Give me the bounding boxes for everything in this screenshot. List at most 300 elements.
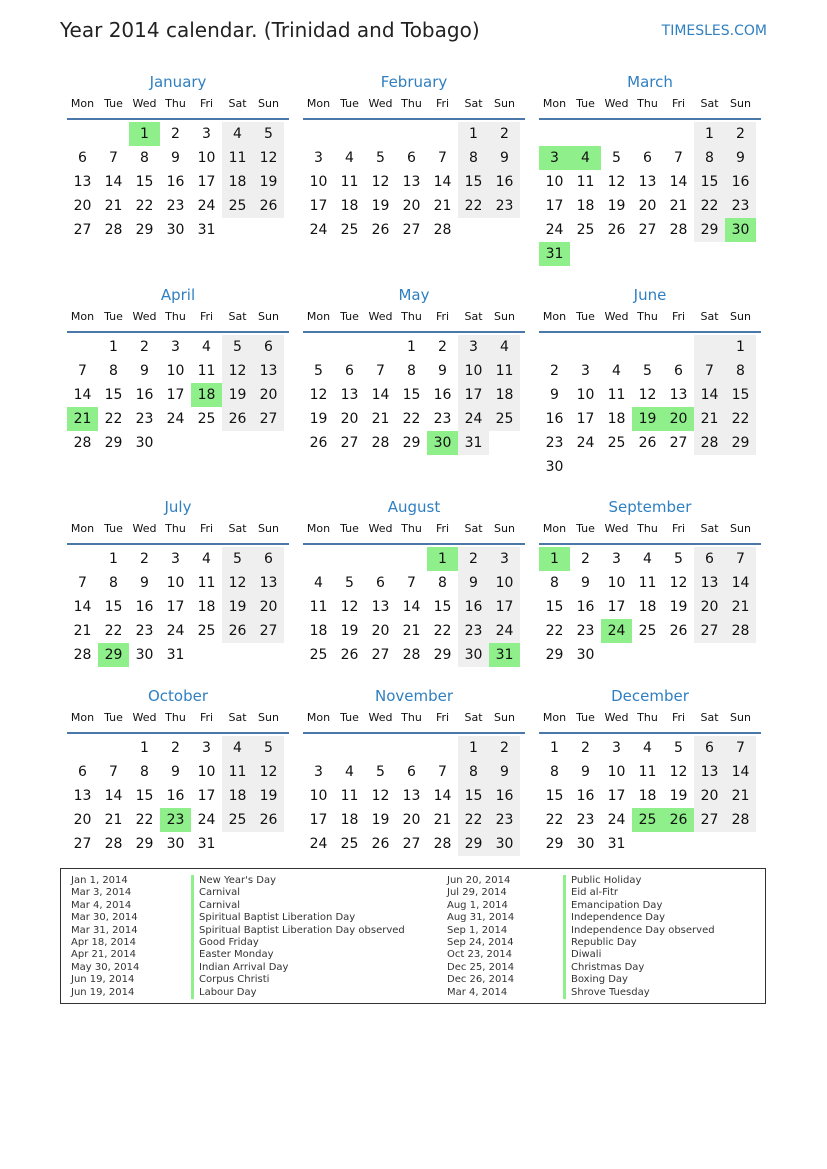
- day-cell: 5: [674, 740, 683, 756]
- empty-day-cell: [427, 736, 458, 760]
- empty-day-cell: [396, 547, 427, 571]
- weekday-header: [67, 708, 289, 734]
- weekday-label: Sat: [464, 310, 483, 323]
- weekday-label: Sun: [730, 522, 751, 535]
- weekday-label: Fri: [199, 310, 214, 323]
- day-cell: 28: [725, 619, 756, 643]
- day-cell: 8: [140, 150, 149, 166]
- empty-day-cell: [334, 547, 365, 571]
- empty-day-cell: [98, 122, 129, 146]
- empty-day-cell: [632, 335, 663, 359]
- day-cell: 13: [402, 174, 421, 190]
- site-link[interactable]: TIMESLES.COM: [661, 23, 767, 39]
- day-cell: 25: [489, 407, 520, 431]
- weekday-label: Tue: [340, 711, 359, 724]
- holiday-dates-left: [71, 875, 139, 999]
- weekday-label: Thu: [637, 310, 658, 323]
- weekday-label: Wed: [368, 522, 393, 535]
- week-row: [303, 619, 525, 643]
- day-cell: 16: [489, 784, 520, 808]
- day-cell: 30: [576, 836, 595, 852]
- empty-day-cell: [98, 736, 129, 760]
- weekday-label: Fri: [435, 711, 450, 724]
- empty-day-cell: [396, 736, 427, 760]
- day-cell: 23: [489, 808, 520, 832]
- weekday-label: Sun: [730, 97, 751, 110]
- day-cell: 5: [222, 547, 253, 571]
- day-cell: 10: [458, 359, 489, 383]
- day-cell: 25: [340, 836, 359, 852]
- day-cell: 4: [202, 551, 211, 567]
- day-cell: 14: [73, 599, 92, 615]
- day-cell: 1: [539, 547, 570, 571]
- day-cell: 28: [73, 435, 92, 451]
- day-cell: 10: [489, 571, 520, 595]
- week-row: [303, 383, 525, 407]
- weekday-label: Sun: [494, 97, 515, 110]
- weekday-label: Mon: [70, 97, 95, 110]
- day-cell: 11: [638, 764, 657, 780]
- holiday-name: Christmas Day: [563, 962, 715, 974]
- weekday-label: Mon: [542, 711, 567, 724]
- empty-day-cell: [725, 643, 756, 667]
- day-cell: 14: [433, 788, 452, 804]
- day-cell: 8: [109, 363, 118, 379]
- day-cell: 13: [73, 174, 92, 190]
- day-cell: 5: [253, 122, 284, 146]
- week-row: [303, 571, 525, 595]
- empty-day-cell: [191, 643, 222, 667]
- week-row: [539, 571, 761, 595]
- month-october: [67, 684, 289, 856]
- weekday-label: Thu: [637, 522, 658, 535]
- day-cell: 4: [612, 363, 621, 379]
- empty-day-cell: [365, 335, 396, 359]
- empty-day-cell: [396, 122, 427, 146]
- day-cell: 9: [438, 363, 447, 379]
- day-cell: 23: [433, 411, 452, 427]
- week-row: [539, 808, 761, 832]
- day-cell: 9: [171, 764, 180, 780]
- holiday-date: Mar 3, 2014: [71, 887, 132, 899]
- weekday-label: Fri: [671, 97, 686, 110]
- empty-day-cell: [67, 122, 98, 146]
- day-cell: 21: [725, 784, 756, 808]
- month-august: [303, 495, 525, 667]
- day-cell: 29: [725, 431, 756, 455]
- day-cell: 13: [253, 571, 284, 595]
- day-cell: 26: [371, 836, 390, 852]
- weekday-label: Tue: [576, 522, 595, 535]
- day-cell: 11: [607, 387, 626, 403]
- day-cell: 9: [581, 575, 590, 591]
- day-cell: 24: [309, 836, 328, 852]
- week-row: [539, 383, 761, 407]
- day-cell: 7: [109, 764, 118, 780]
- holiday-name: Good Friday: [191, 937, 405, 949]
- day-cell: 20: [694, 595, 725, 619]
- empty-day-cell: [663, 832, 694, 856]
- empty-day-cell: [694, 335, 725, 359]
- day-cell: 12: [607, 174, 626, 190]
- day-cell: 17: [607, 599, 626, 615]
- empty-day-cell: [632, 643, 663, 667]
- day-cell: 4: [489, 335, 520, 359]
- day-cell: 12: [253, 760, 284, 784]
- weekday-label: Fri: [435, 522, 450, 535]
- day-cell: 16: [135, 387, 154, 403]
- empty-day-cell: [253, 643, 284, 667]
- weekday-label: Thu: [401, 310, 422, 323]
- week-row: [303, 760, 525, 784]
- day-cell: 22: [433, 623, 452, 639]
- day-cell: 26: [253, 808, 284, 832]
- day-cell: 6: [407, 150, 416, 166]
- day-cell: 26: [669, 623, 688, 639]
- day-cell: 22: [545, 812, 564, 828]
- week-row: [303, 736, 525, 760]
- weekday-label: Sat: [228, 522, 247, 535]
- day-cell: 3: [202, 126, 211, 142]
- weekday-label: Wed: [604, 310, 629, 323]
- weekday-label: Mon: [542, 310, 567, 323]
- weekday-label: Fri: [671, 310, 686, 323]
- day-cell: 7: [407, 575, 416, 591]
- day-cell: 2: [171, 740, 180, 756]
- weekday-label: Thu: [401, 97, 422, 110]
- day-cell: 3: [489, 547, 520, 571]
- day-cell: 13: [73, 788, 92, 804]
- empty-day-cell: [539, 335, 570, 359]
- day-cell: 9: [140, 575, 149, 591]
- weekday-label: Fri: [671, 711, 686, 724]
- day-cell: 27: [694, 808, 725, 832]
- day-cell: 1: [458, 122, 489, 146]
- day-cell: 10: [166, 575, 185, 591]
- day-cell: 18: [489, 383, 520, 407]
- day-cell: 14: [669, 174, 688, 190]
- week-row: [303, 194, 525, 218]
- day-cell: 5: [314, 363, 323, 379]
- day-cell: 15: [104, 599, 123, 615]
- weekday-label: Mon: [542, 522, 567, 535]
- week-row: [539, 455, 761, 479]
- week-row: [303, 218, 525, 242]
- day-cell: 15: [694, 170, 725, 194]
- day-cell: 12: [340, 599, 359, 615]
- empty-day-cell: [694, 832, 725, 856]
- day-cell: 10: [309, 788, 328, 804]
- day-cell: 8: [550, 575, 559, 591]
- day-cell: 19: [632, 407, 663, 431]
- day-cell: 23: [135, 623, 154, 639]
- day-cell: 10: [545, 174, 564, 190]
- empty-day-cell: [601, 335, 632, 359]
- day-cell: 1: [109, 551, 118, 567]
- day-cell: 22: [402, 411, 421, 427]
- month-november: [303, 684, 525, 856]
- empty-day-cell: [67, 736, 98, 760]
- day-cell: 9: [489, 146, 520, 170]
- day-cell: 29: [135, 222, 154, 238]
- day-cell: 27: [638, 222, 657, 238]
- weekday-label: Sun: [730, 711, 751, 724]
- day-cell: 25: [632, 808, 663, 832]
- day-cell: 5: [643, 363, 652, 379]
- day-cell: 9: [171, 150, 180, 166]
- day-cell: 3: [314, 764, 323, 780]
- weekday-label: Tue: [104, 97, 123, 110]
- weekday-label: Fri: [671, 522, 686, 535]
- empty-day-cell: [303, 122, 334, 146]
- day-cell: 16: [576, 788, 595, 804]
- day-cell: 25: [197, 623, 216, 639]
- day-cell: 20: [253, 595, 284, 619]
- month-title: September: [608, 498, 692, 516]
- weekday-label: Sun: [730, 310, 751, 323]
- week-row: [67, 122, 289, 146]
- weekday-label: Fri: [199, 711, 214, 724]
- day-cell: 21: [104, 812, 123, 828]
- day-cell: 6: [253, 547, 284, 571]
- week-row: [67, 595, 289, 619]
- day-cell: 8: [458, 146, 489, 170]
- week-row: [539, 335, 761, 359]
- day-cell: 22: [135, 198, 154, 214]
- day-cell: 17: [458, 383, 489, 407]
- month-march: [539, 70, 761, 266]
- day-cell: 13: [253, 359, 284, 383]
- day-cell: 7: [109, 150, 118, 166]
- day-cell: 4: [570, 146, 601, 170]
- weekday-label: Sat: [700, 310, 719, 323]
- day-cell: 27: [402, 222, 421, 238]
- day-cell: 31: [489, 643, 520, 667]
- weekday-label: Mon: [306, 310, 331, 323]
- day-cell: 22: [135, 812, 154, 828]
- day-cell: 14: [694, 383, 725, 407]
- day-cell: 17: [607, 788, 626, 804]
- week-row: [539, 431, 761, 455]
- day-cell: 6: [407, 764, 416, 780]
- week-row: [67, 218, 289, 242]
- day-cell: 28: [402, 647, 421, 663]
- holiday-date: Mar 4, 2014: [71, 899, 132, 911]
- weekday-label: Sat: [228, 97, 247, 110]
- day-cell: 21: [402, 623, 421, 639]
- empty-day-cell: [725, 832, 756, 856]
- day-cell: 20: [73, 812, 92, 828]
- day-cell: 11: [309, 599, 328, 615]
- empty-day-cell: [570, 122, 601, 146]
- week-row: [539, 760, 761, 784]
- day-cell: 24: [576, 435, 595, 451]
- holiday-date: Aug 1, 2014: [447, 899, 508, 911]
- day-cell: 20: [663, 407, 694, 431]
- day-cell: 15: [458, 170, 489, 194]
- empty-day-cell: [663, 643, 694, 667]
- day-cell: 27: [253, 407, 284, 431]
- month-april: [67, 283, 289, 455]
- day-cell: 24: [166, 411, 185, 427]
- weekday-label: Mon: [542, 97, 567, 110]
- day-cell: 12: [638, 387, 657, 403]
- month-july: [67, 495, 289, 667]
- day-cell: 30: [576, 647, 595, 663]
- weekday-label: Sat: [464, 97, 483, 110]
- week-row: [539, 194, 761, 218]
- day-cell: 20: [638, 198, 657, 214]
- weekday-label: Sat: [228, 310, 247, 323]
- weekday-label: Thu: [165, 310, 186, 323]
- day-cell: 30: [489, 832, 520, 856]
- day-cell: 14: [402, 599, 421, 615]
- empty-day-cell: [222, 643, 253, 667]
- day-cell: 1: [694, 122, 725, 146]
- day-cell: 1: [458, 736, 489, 760]
- day-cell: 29: [135, 836, 154, 852]
- day-cell: 16: [489, 170, 520, 194]
- week-row: [539, 359, 761, 383]
- weekday-header: [303, 307, 525, 333]
- day-cell: 24: [545, 222, 564, 238]
- holiday-date: Aug 31, 2014: [447, 912, 515, 924]
- weekday-label: Mon: [70, 711, 95, 724]
- day-cell: 1: [140, 740, 149, 756]
- day-cell: 9: [489, 760, 520, 784]
- day-cell: 4: [345, 150, 354, 166]
- day-cell: 23: [545, 435, 564, 451]
- holiday-name: Corpus Christi: [191, 974, 405, 986]
- day-cell: 6: [694, 736, 725, 760]
- day-cell: 2: [438, 339, 447, 355]
- day-cell: 4: [643, 740, 652, 756]
- weekday-label: Tue: [576, 310, 595, 323]
- empty-day-cell: [458, 218, 489, 242]
- holiday-date: Jun 19, 2014: [71, 974, 135, 986]
- weekday-label: Sat: [464, 711, 483, 724]
- day-cell: 22: [545, 623, 564, 639]
- day-cell: 25: [607, 435, 626, 451]
- day-cell: 24: [458, 407, 489, 431]
- empty-day-cell: [222, 431, 253, 455]
- day-cell: 5: [612, 150, 621, 166]
- day-cell: 29: [545, 836, 564, 852]
- day-cell: 1: [427, 547, 458, 571]
- holiday-date: Jul 29, 2014: [447, 887, 507, 899]
- weekday-label: Fri: [435, 97, 450, 110]
- week-row: [303, 808, 525, 832]
- day-cell: 9: [725, 146, 756, 170]
- day-cell: 5: [222, 335, 253, 359]
- day-cell: 31: [539, 242, 570, 266]
- week-row: [67, 359, 289, 383]
- day-cell: 15: [104, 387, 123, 403]
- weekday-label: Wed: [368, 711, 393, 724]
- day-cell: 18: [638, 599, 657, 615]
- week-row: [67, 736, 289, 760]
- day-cell: 25: [197, 411, 216, 427]
- day-cell: 4: [222, 122, 253, 146]
- day-cell: 21: [433, 812, 452, 828]
- day-cell: 28: [104, 836, 123, 852]
- day-cell: 4: [345, 764, 354, 780]
- day-cell: 11: [489, 359, 520, 383]
- empty-day-cell: [489, 431, 520, 455]
- page-title: Year 2014 calendar. (Trinidad and Tobago): [60, 18, 480, 42]
- weekday-label: Thu: [401, 711, 422, 724]
- day-cell: 18: [197, 599, 216, 615]
- weekday-label: Sat: [700, 97, 719, 110]
- day-cell: 28: [73, 647, 92, 663]
- day-cell: 7: [725, 547, 756, 571]
- day-cell: 24: [601, 619, 632, 643]
- day-cell: 6: [253, 335, 284, 359]
- day-cell: 16: [433, 387, 452, 403]
- weekday-label: Thu: [637, 711, 658, 724]
- day-cell: 12: [253, 146, 284, 170]
- weekday-header: [539, 94, 761, 120]
- week-row: [539, 242, 761, 266]
- day-cell: 18: [309, 623, 328, 639]
- day-cell: 29: [433, 647, 452, 663]
- day-cell: 2: [581, 551, 590, 567]
- weekday-label: Mon: [70, 522, 95, 535]
- holiday-date: Mar 30, 2014: [71, 912, 138, 924]
- day-cell: 24: [166, 623, 185, 639]
- day-cell: 18: [191, 383, 222, 407]
- weekday-header: [303, 708, 525, 734]
- day-cell: 29: [694, 218, 725, 242]
- week-row: [67, 547, 289, 571]
- holiday-name: Boxing Day: [563, 974, 715, 986]
- day-cell: 3: [458, 335, 489, 359]
- day-cell: 19: [253, 170, 284, 194]
- day-cell: 12: [669, 575, 688, 591]
- weekday-label: Sun: [494, 711, 515, 724]
- weekday-label: Fri: [199, 97, 214, 110]
- day-cell: 18: [340, 198, 359, 214]
- month-title: May: [398, 286, 430, 304]
- week-row: [303, 359, 525, 383]
- weekday-label: Wed: [132, 711, 157, 724]
- month-may: [303, 283, 525, 455]
- day-cell: 23: [458, 619, 489, 643]
- empty-day-cell: [222, 218, 253, 242]
- day-cell: 26: [222, 407, 253, 431]
- day-cell: 21: [433, 198, 452, 214]
- empty-day-cell: [725, 242, 756, 266]
- day-cell: 13: [340, 387, 359, 403]
- day-cell: 2: [458, 547, 489, 571]
- empty-day-cell: [253, 218, 284, 242]
- day-cell: 16: [166, 788, 185, 804]
- day-cell: 12: [222, 571, 253, 595]
- day-cell: 26: [371, 222, 390, 238]
- holiday-name: Spiritual Baptist Liberation Day: [191, 912, 405, 924]
- holiday-name: New Year's Day: [191, 875, 405, 887]
- day-cell: 11: [340, 174, 359, 190]
- day-cell: 10: [197, 150, 216, 166]
- holiday-date: Dec 25, 2014: [447, 961, 515, 973]
- day-cell: 24: [197, 812, 216, 828]
- day-cell: 21: [104, 198, 123, 214]
- day-cell: 3: [612, 740, 621, 756]
- day-cell: 20: [73, 198, 92, 214]
- day-cell: 6: [694, 547, 725, 571]
- day-cell: 15: [433, 599, 452, 615]
- empty-day-cell: [253, 832, 284, 856]
